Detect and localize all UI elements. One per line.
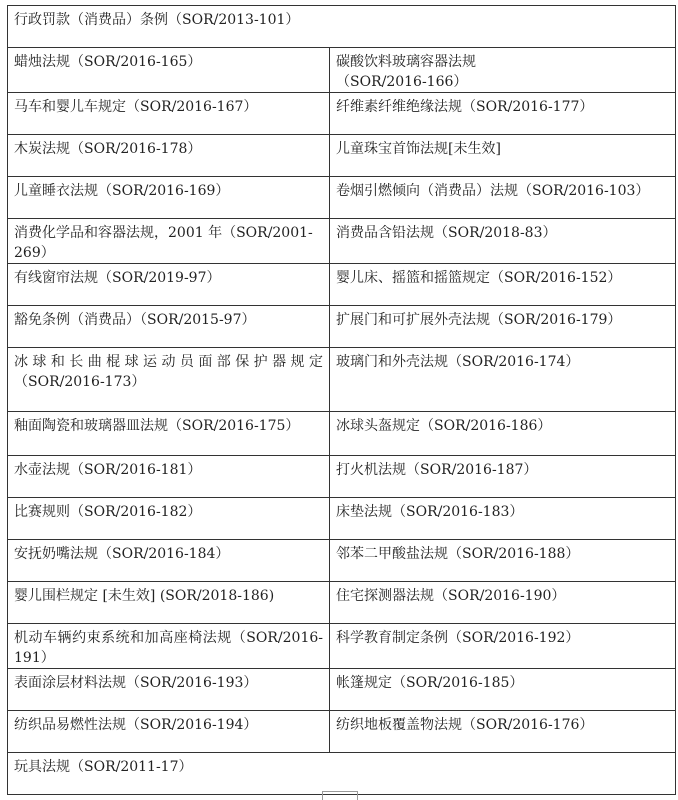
table-row (8, 412, 676, 456)
regulation-cell-left: 婴儿围栏规定 [未生效] (SOR/2018-186) (8, 582, 330, 624)
regulation-cell-right: 纤维素纤维绝缘法规（SOR/2016-177） (330, 93, 676, 135)
regulation-cell-left: 安抚奶嘴法规（SOR/2016-184） (8, 540, 330, 582)
regulation-cell-left: 水壶法规（SOR/2016-181） (8, 456, 330, 498)
table-row (8, 306, 676, 348)
table-row (8, 540, 676, 582)
regulation-cell-right: 玻璃门和外壳法规（SOR/2016-174） (330, 348, 676, 412)
regulation-cell-right: 打火机法规（SOR/2016-187） (330, 456, 676, 498)
regulation-cell-left: 有线窗帘法规（SOR/2019-97） (8, 264, 330, 306)
regulation-cell-left: 木炭法规（SOR/2016-178） (8, 135, 330, 177)
table-header-row (8, 6, 676, 48)
table-row (8, 456, 676, 498)
regulation-cell-left: 机动车辆约束系统和加高座椅法规（SOR/2016-191） (8, 624, 330, 669)
table-row (8, 48, 676, 93)
regulation-cell-left: 表面涂层材料法规（SOR/2016-193） (8, 669, 330, 711)
table-footer-row (8, 753, 676, 795)
regulation-cell-left: 纺织品易燃性法规（SOR/2016-194） (8, 711, 330, 753)
regulation-cell-left: 消费化学品和容器法规，2001 年（SOR/2001-269） (8, 219, 330, 264)
regulation-cell-right: 帐篷规定（SOR/2016-185） (330, 669, 676, 711)
table-row (8, 669, 676, 711)
table-row (8, 93, 676, 135)
regulation-cell-right: 碳酸饮料玻璃容器法规 （SOR/2016-166） (330, 48, 676, 93)
regulation-cell-left: 比赛规则（SOR/2016-182） (8, 498, 330, 540)
regulation-cell-left: 马车和婴儿车规定（SOR/2016-167） (8, 93, 330, 135)
regulation-cell-right: 冰球头盔规定（SOR/2016-186） (330, 412, 676, 456)
regulation-cell-left: 冰球和长曲棍球运动员面部保护器规定（SOR/2016-173） (8, 348, 330, 412)
regulations-table-body (8, 6, 676, 795)
regulation-cell-left: 釉面陶瓷和玻璃器皿法规（SOR/2016-175） (8, 412, 330, 456)
regulation-cell-left: 豁免条例（消费品）（SOR/2015-97） (8, 306, 330, 348)
table-row (8, 264, 676, 306)
table-row (8, 219, 676, 264)
table-row (8, 177, 676, 219)
regulation-cell-left: 儿童睡衣法规（SOR/2016-169） (8, 177, 330, 219)
table-row (8, 498, 676, 540)
table-row (8, 348, 676, 412)
regulation-cell-right: 婴儿床、摇篮和摇篮规定（SOR/2016-152） (330, 264, 676, 306)
regulation-cell-right: 住宅探测器法规（SOR/2016-190） (330, 582, 676, 624)
regulation-cell-right: 儿童珠宝首饰法规[未生效] (330, 135, 676, 177)
footer-cell: 玩具法规（SOR/2011-17） (8, 753, 676, 795)
regulations-table (7, 5, 676, 795)
table-row (8, 135, 676, 177)
table-row (8, 582, 676, 624)
regulation-cell-right: 消费品含铅法规（SOR/2018-83） (330, 219, 676, 264)
regulation-cell-right: 邻苯二甲酸盐法规（SOR/2016-188） (330, 540, 676, 582)
regulation-cell-right: 扩展门和可扩展外壳法规（SOR/2016-179） (330, 306, 676, 348)
regulation-cell-left: 蜡烛法规（SOR/2016-165） (8, 48, 330, 93)
regulation-cell-right: 卷烟引燃倾向（消费品）法规（SOR/2016-103） (330, 177, 676, 219)
regulation-cell-right: 纺织地板覆盖物法规（SOR/2016-176） (330, 711, 676, 753)
regulation-cell-right: 科学教育制定条例（SOR/2016-192） (330, 624, 676, 669)
regulation-cell-right: 床垫法规（SOR/2016-183） (330, 498, 676, 540)
table-row (8, 624, 676, 669)
header-cell: 行政罚款（消费品）条例（SOR/2013-101） (8, 6, 676, 48)
table-row (8, 711, 676, 753)
